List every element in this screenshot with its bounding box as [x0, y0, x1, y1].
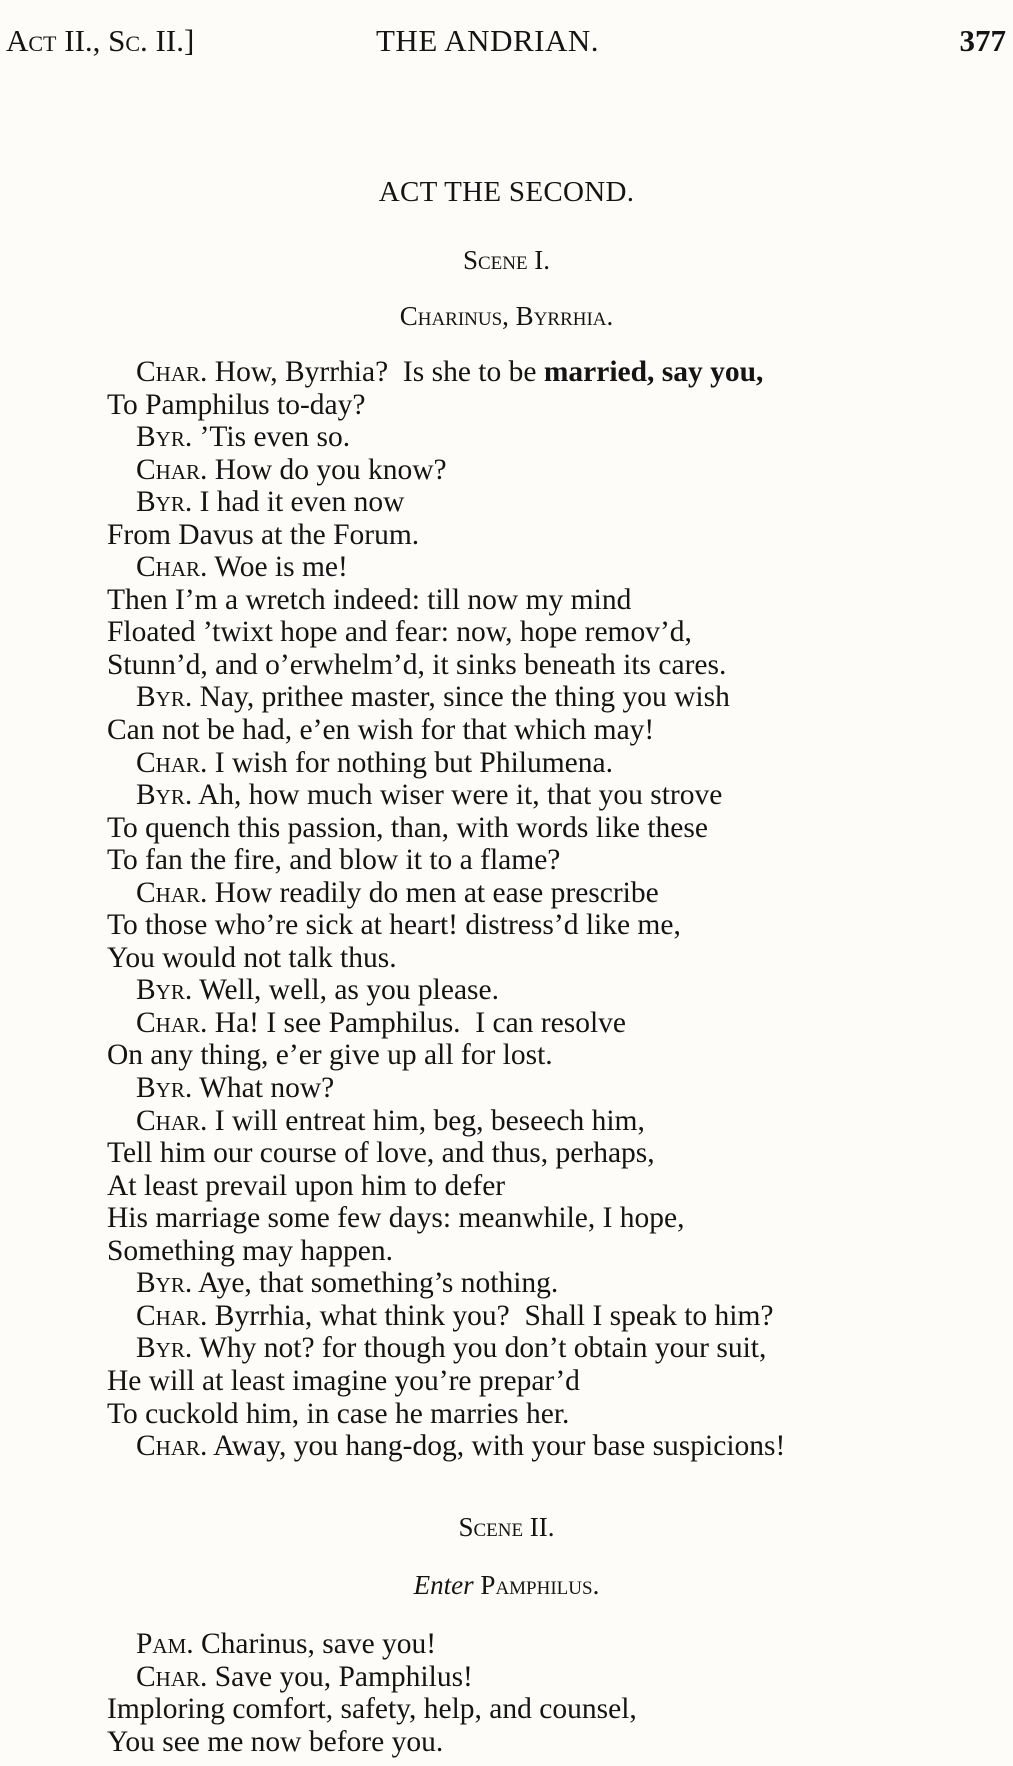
- line-text: How, Byrrhia? Is she to be: [207, 356, 544, 388]
- line-text: Well, well, as you please.: [192, 974, 499, 1007]
- verse-line: [107, 584, 1007, 617]
- line-text: Away, you hang-dog, with your base suspicions!: [207, 1430, 786, 1463]
- line-text: Woe is me!: [207, 551, 348, 584]
- speaker-name: Pam.: [136, 1628, 194, 1660]
- line-text: His marriage some few days: meanwhile, I hope,: [107, 1202, 685, 1235]
- verse-line: [107, 616, 1007, 649]
- line-text: I had it even now: [192, 486, 405, 519]
- verse-line: [107, 1430, 1007, 1463]
- verse-line: [107, 1170, 1007, 1203]
- speaker-name: Char.: [136, 746, 208, 779]
- speaker-name: Char.: [136, 1430, 208, 1463]
- line-text: To those who’re sick at heart! distress’d like me,: [107, 909, 681, 942]
- scene-two-verse: [107, 1628, 1007, 1758]
- line-text: Ah, how much wiser were it, that you strove: [192, 779, 723, 812]
- scene-one-persons: Charinus, Byrrhia.: [399, 301, 614, 331]
- verse-line: [107, 844, 1007, 877]
- verse-line: [107, 1039, 1007, 1072]
- stage-direction-enter: Enter: [413, 1570, 474, 1600]
- verse-line: [107, 519, 1007, 552]
- verse-line: [107, 1726, 1007, 1759]
- line-text: To Pamphilus to-day?: [107, 388, 366, 421]
- verse-line: [107, 1137, 1007, 1170]
- speaker-name: Byr.: [136, 1332, 193, 1365]
- line-text: Imploring comfort, safety, help, and counsel,: [107, 1693, 637, 1726]
- verse-line: [107, 1072, 1007, 1105]
- verse-line: [107, 1267, 1007, 1300]
- line-text: Ha! I see Pamphilus. I can resolve: [207, 1006, 626, 1039]
- line-text: To cuckold him, in case he marries her.: [107, 1397, 570, 1430]
- verse-line: [107, 421, 1007, 454]
- verse-line: [107, 1661, 1007, 1694]
- running-head: [6, 16, 1006, 66]
- verse-line: [107, 779, 1007, 812]
- line-text: Can not be had, e’en wish for that which may!: [107, 714, 655, 747]
- speaker-name: Byr.: [136, 779, 193, 812]
- line-text: To quench this passion, than, with words like these: [107, 811, 708, 844]
- line-text: Stunn’d, and o’erwhelm’d, it sinks beneath its cares.: [107, 648, 727, 681]
- line-text: Save you, Pamphilus!: [207, 1660, 473, 1693]
- verse-line: [107, 356, 1007, 389]
- verse-line: [107, 1365, 1007, 1398]
- verse-line: [107, 649, 1007, 682]
- line-text: Aye, that something’s nothing.: [192, 1267, 559, 1300]
- verse-line: [107, 812, 1007, 845]
- speaker-name: Byr.: [136, 1267, 193, 1300]
- verse-line: [107, 747, 1007, 780]
- verse-line: [107, 1628, 1007, 1661]
- verse-line: [107, 1398, 1007, 1431]
- speaker-name: Char.: [136, 876, 208, 909]
- line-text: Charinus, save you!: [193, 1628, 437, 1660]
- speaker-name: Byr.: [136, 1072, 193, 1105]
- speaker-name: Byr.: [136, 486, 193, 519]
- line-text: You see me now before you.: [107, 1725, 444, 1758]
- line-text: From Davus at the Forum.: [107, 518, 420, 551]
- verse-line: [107, 1332, 1007, 1365]
- verse-line: [107, 714, 1007, 747]
- line-text: What now?: [192, 1072, 335, 1105]
- speaker-name: Char.: [136, 1104, 208, 1137]
- line-text: How do you know?: [207, 453, 447, 486]
- act-title: ACT THE SECOND.: [378, 176, 635, 208]
- verse-line: [107, 909, 1007, 942]
- speaker-name: Char.: [136, 356, 208, 388]
- verse-line: [107, 942, 1007, 975]
- verse-line: [107, 1105, 1007, 1138]
- line-text: At least prevail upon him to defer: [107, 1169, 506, 1202]
- verse-line: [107, 1693, 1007, 1726]
- running-head-title: THE ANDRIAN.: [376, 23, 599, 58]
- stage-direction-name: Pamphilus.: [480, 1570, 600, 1600]
- scene-two-heading: Scene II.: [458, 1512, 555, 1542]
- verse-line: [107, 1235, 1007, 1268]
- verse-line: [107, 1300, 1007, 1333]
- line-text: ’Tis even so.: [192, 421, 351, 454]
- running-head-act-scene: Act II., Sc. II.]: [6, 23, 195, 58]
- page-number: 377: [959, 23, 1006, 58]
- line-text: How readily do men at ease prescribe: [207, 876, 659, 909]
- scene-one-verse: [107, 356, 1007, 1463]
- line-text: I will entreat him, beg, beseech him,: [207, 1104, 645, 1137]
- speaker-name: Byr.: [136, 421, 193, 454]
- verse-line: [107, 551, 1007, 584]
- verse-line: [107, 681, 1007, 714]
- scene-two-stage-direction: [0, 1567, 1013, 1603]
- speaker-name: Char.: [136, 551, 208, 584]
- speaker-name: Char.: [136, 453, 208, 486]
- scene-one-heading: Scene I.: [462, 245, 551, 275]
- verse-line: [107, 974, 1007, 1007]
- line-text: Something may happen.: [107, 1234, 393, 1267]
- line-text: Then I’m a wretch indeed: till now my mind: [107, 583, 632, 616]
- verse-line: [107, 1007, 1007, 1040]
- line-text-bold: married, say you,: [543, 356, 764, 388]
- speaker-name: Char.: [136, 1660, 208, 1693]
- line-text: Nay, prithee master, since the thing you wish: [192, 681, 730, 714]
- line-text: To fan the fire, and blow it to a flame?: [107, 844, 561, 877]
- speaker-name: Byr.: [136, 974, 193, 1007]
- line-text: Why not? for though you don’t obtain your suit,: [192, 1332, 767, 1365]
- line-text: Floated ’twixt hope and fear: now, hope remov’d,: [107, 616, 692, 649]
- line-text: I wish for nothing but Philumena.: [207, 746, 613, 779]
- line-text: You would not talk thus.: [107, 941, 397, 974]
- line-text: He will at least imagine you’re prepar’d: [107, 1364, 580, 1397]
- verse-line: [107, 486, 1007, 519]
- speaker-name: Byr.: [136, 681, 193, 714]
- verse-line: [107, 454, 1007, 487]
- line-text: Byrrhia, what think you? Shall I speak to him?: [207, 1299, 774, 1332]
- speaker-name: Char.: [136, 1006, 208, 1039]
- verse-line: [107, 389, 1007, 422]
- line-text: Tell him our course of love, and thus, perhaps,: [107, 1137, 655, 1170]
- line-text: On any thing, e’er give up all for lost.: [107, 1039, 553, 1072]
- verse-line: [107, 1202, 1007, 1235]
- speaker-name: Char.: [136, 1299, 208, 1332]
- verse-line: [107, 877, 1007, 910]
